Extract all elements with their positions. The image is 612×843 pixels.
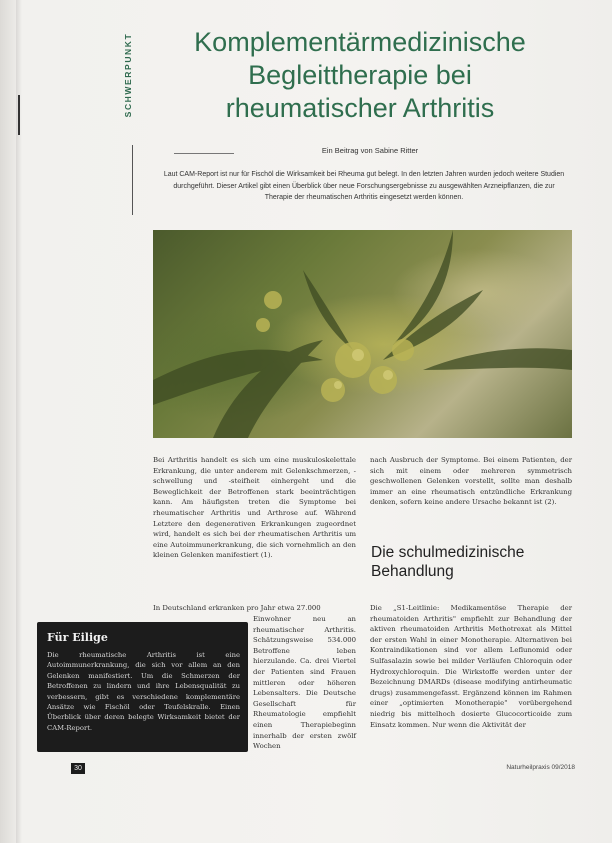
cannabis-plant-photo: [153, 230, 572, 438]
section-label-text: SCHWERPUNKT: [123, 32, 133, 118]
title-line-2: Begleittherapie bei: [248, 60, 472, 90]
page-number: 30: [71, 763, 85, 774]
byline-rule-left: [174, 153, 234, 154]
section-label: [108, 20, 148, 140]
column-1-paragraph-2-rest: Einwohner neu an rheumatischer Arthritis. Schätzungsweise 534.000 Betroffene leben hierzulande. Ca. drei Viertel der Patienten sind Frauen mittleren oder höheren Lebensalters. Die Deutsche Gesellschaft für Rheumatologie empfiehlt einen Therapiebeginn innerhalb der ersten zwölf Wochen: [253, 615, 356, 751]
summary-box-text: Die rheumatische Arthritis ist eine Autoimmunerkrankung, die sich vor allem an den Gelenken manifestiert. Um die Schmerzen der Betroffenen zu lindern und ihre Lebensqualität zu verbessern, gibt es verschiedene komplementäre Ansätze wie Fischöl oder Teufelskralle. Einen Überblick über deren belegte Wirksamkeit bietet der CAM-Report.: [47, 651, 240, 732]
column-1-paragraph-2-lead: In Deutschland erkranken pro Jahr etwa 27.000: [153, 604, 321, 612]
column-2-paragraph-2: Die „S1-Leitlinie: Medikamentöse Therapie der rheumatoiden Arthritis" empfiehlt zur Behandlung der aktiven rheumatoiden Arthritis Methotrexat als Mittel der ersten Wahl in einer Monotherapie. Alternativen bei Kontraindikationen sind vor allem Leflunomid oder Sulfasalazin sowie bei milder Verläufen Chloroquin oder Hydroxychloroquin. Die Wirkstoffe werden unter der Bezeichnung DMARDs (disease modifying antirheumatic drugs) zusammengefasst. Ergänzend können im Rahmen einer „optimierten Monotherapie" vorübergehend niedrig bis mittelhoch dosierte Glucocorticoide zum Einsatz kommen. Nur wenn die Aktivität der: [370, 604, 572, 729]
photo-illustration: [153, 230, 572, 438]
summary-box-title: Für Eilige: [47, 631, 108, 644]
summary-box: [37, 622, 248, 752]
title-line-3: rheumatischer Arthritis: [225, 93, 495, 123]
byline-text: Ein Beitrag von Sabine Ritter: [321, 146, 419, 155]
byline: [170, 146, 570, 160]
title-line-1: Komplementärmedizinische: [194, 27, 526, 57]
margin-rule: [18, 95, 20, 135]
lead-paragraph: Laut CAM-Report ist nur für Fischöl die Wirksamkeit bei Rheuma gut belegt. In den letzten Jahren wurden jedoch weitere Studien durchgeführt. Dieser Artikel gibt einen Überblick über neue Forschungsergebnisse zu ausgewählten Arzneipflanzen, die zur Therapie der rheumatischen Arthritis eingesetzt werden können.: [163, 171, 565, 201]
section-divider: [132, 145, 133, 215]
article-title: [150, 26, 570, 125]
column-1-paragraph-1: Bei Arthritis handelt es sich um eine muskuloskelettale Erkrankung, die unter anderem mit Gelenkschmerzen, -schwellung und -steifheit einhergeht und die Beweglichkeit der Betroffenen stark beeinträchtigen kann. Am häufigsten treten die Symptome bei rheumatischer Arthritis und Arthrose auf. Während Letztere den degenerativen Erkrankungen zugeordnet wird, handelt es sich bei der rheumatischen Arthritis um eine Autoimmunerkrankung, die sich vornehmlich an den kleinen Gelenken manifestiert (1).: [153, 456, 356, 560]
column-2-paragraph-1: nach Ausbruch der Symptome. Bei einem Patienten, der sich mit einem oder mehreren symmetrisch geschwollenen Gelenken vorstellt, sollte man deshalb immer an eine rheumatisch entzündliche Erkrankung denken, sofern keine andere Ursache bekannt ist (2).: [370, 456, 572, 507]
magazine-footer: Naturheilpraxis 09/2018: [506, 764, 575, 771]
section-heading: Die schulmedizinische Behandlung: [371, 544, 525, 580]
